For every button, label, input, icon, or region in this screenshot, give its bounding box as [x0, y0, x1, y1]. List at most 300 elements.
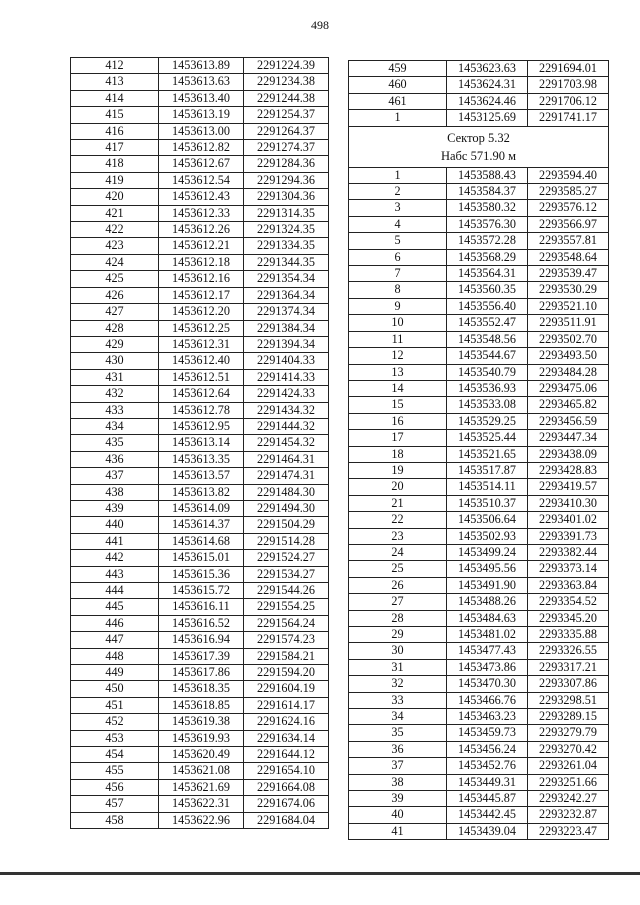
y-coordinate-cell: 2293548.64: [528, 249, 609, 265]
point-number-cell: 429: [71, 336, 159, 352]
y-coordinate-cell: 2291394.34: [244, 336, 329, 352]
x-coordinate-cell: 1453506.64: [447, 512, 528, 528]
table-row: [71, 451, 329, 467]
y-coordinate-cell: 2291684.04: [244, 812, 329, 828]
point-number-cell: 423: [71, 238, 159, 254]
x-coordinate-cell: 1453612.33: [159, 205, 244, 221]
point-number-cell: 14: [349, 380, 447, 396]
y-coordinate-cell: 2293475.06: [528, 380, 609, 396]
table-row: [349, 823, 609, 839]
y-coordinate-cell: 2293270.42: [528, 741, 609, 757]
point-number-cell: 414: [71, 90, 159, 106]
table-row: [349, 110, 609, 126]
x-coordinate-cell: 1453613.89: [159, 58, 244, 74]
coordinates-table-right: [348, 60, 609, 840]
table-row: [349, 479, 609, 495]
point-number-cell: 8: [349, 282, 447, 298]
point-number-cell: 452: [71, 714, 159, 730]
y-coordinate-cell: 2293438.09: [528, 446, 609, 462]
table-body-left: [71, 58, 329, 829]
table-row: [71, 205, 329, 221]
y-coordinate-cell: 2293251.66: [528, 774, 609, 790]
point-number-cell: 419: [71, 172, 159, 188]
table-row: [71, 747, 329, 763]
table-row: [349, 807, 609, 823]
table-row: [349, 298, 609, 314]
table-row: [71, 304, 329, 320]
table-row: [349, 184, 609, 200]
table-row: [349, 610, 609, 626]
table-row: [71, 58, 329, 74]
x-coordinate-cell: 1453612.54: [159, 172, 244, 188]
y-coordinate-cell: 2293382.44: [528, 544, 609, 560]
table-row: [71, 386, 329, 402]
table-row: [349, 397, 609, 413]
point-number-cell: 433: [71, 402, 159, 418]
x-coordinate-cell: 1453615.72: [159, 583, 244, 599]
point-number-cell: 18: [349, 446, 447, 462]
x-coordinate-cell: 1453613.40: [159, 90, 244, 106]
y-coordinate-cell: 2291324.35: [244, 222, 329, 238]
table-row: [71, 320, 329, 336]
x-coordinate-cell: 1453576.30: [447, 216, 528, 232]
x-coordinate-cell: 1453612.82: [159, 140, 244, 156]
y-coordinate-cell: 2291444.32: [244, 418, 329, 434]
y-coordinate-cell: 2291694.01: [528, 61, 609, 77]
y-coordinate-cell: 2291384.34: [244, 320, 329, 336]
y-coordinate-cell: 2291314.35: [244, 205, 329, 221]
x-coordinate-cell: 1453617.86: [159, 665, 244, 681]
point-number-cell: 6: [349, 249, 447, 265]
point-number-cell: 416: [71, 123, 159, 139]
x-coordinate-cell: 1453616.94: [159, 632, 244, 648]
y-coordinate-cell: 2291474.31: [244, 468, 329, 484]
y-coordinate-cell: 2293391.73: [528, 528, 609, 544]
point-number-cell: 447: [71, 632, 159, 648]
point-number-cell: 1: [349, 110, 447, 126]
y-coordinate-cell: 2291284.36: [244, 156, 329, 172]
y-coordinate-cell: 2291544.26: [244, 583, 329, 599]
point-number-cell: 435: [71, 435, 159, 451]
page-number: 498: [311, 18, 329, 32]
x-coordinate-cell: 1453540.79: [447, 364, 528, 380]
table-row: [349, 528, 609, 544]
table-row: [71, 468, 329, 484]
y-coordinate-cell: 2293298.51: [528, 692, 609, 708]
point-number-cell: 417: [71, 140, 159, 156]
x-coordinate-cell: 1453622.31: [159, 796, 244, 812]
y-coordinate-cell: 2293585.27: [528, 184, 609, 200]
point-number-cell: 421: [71, 205, 159, 221]
x-coordinate-cell: 1453484.63: [447, 610, 528, 626]
table-row: [71, 90, 329, 106]
y-coordinate-cell: 2291604.19: [244, 681, 329, 697]
table-row: [71, 140, 329, 156]
x-coordinate-cell: 1453615.36: [159, 566, 244, 582]
table-row: [71, 123, 329, 139]
y-coordinate-cell: 2291254.37: [244, 107, 329, 123]
table-row: [71, 156, 329, 172]
table-row: [349, 380, 609, 396]
x-coordinate-cell: 1453614.37: [159, 517, 244, 533]
table-row: [349, 200, 609, 216]
x-coordinate-cell: 1453619.38: [159, 714, 244, 730]
table-row: [71, 336, 329, 352]
point-number-cell: 33: [349, 692, 447, 708]
y-coordinate-cell: 2291524.27: [244, 550, 329, 566]
y-coordinate-cell: 2293566.97: [528, 216, 609, 232]
point-number-cell: 39: [349, 791, 447, 807]
y-coordinate-cell: 2293335.88: [528, 627, 609, 643]
x-coordinate-cell: 1453442.45: [447, 807, 528, 823]
table-row: [349, 430, 609, 446]
x-coordinate-cell: 1453580.32: [447, 200, 528, 216]
table-row: [71, 402, 329, 418]
x-coordinate-cell: 1453612.64: [159, 386, 244, 402]
y-coordinate-cell: 2293493.50: [528, 348, 609, 364]
x-coordinate-cell: 1453548.56: [447, 331, 528, 347]
point-number-cell: 23: [349, 528, 447, 544]
table-row: [349, 758, 609, 774]
table-row: [349, 446, 609, 462]
y-coordinate-cell: 2293539.47: [528, 266, 609, 282]
x-coordinate-cell: 1453572.28: [447, 233, 528, 249]
y-coordinate-cell: 2291224.39: [244, 58, 329, 74]
table-row: [71, 599, 329, 615]
point-number-cell: 457: [71, 796, 159, 812]
table-row: [349, 331, 609, 347]
y-coordinate-cell: 2291404.33: [244, 353, 329, 369]
table-row: [349, 167, 609, 183]
table-row: [71, 648, 329, 664]
y-coordinate-cell: 2291644.12: [244, 747, 329, 763]
y-coordinate-cell: 2291414.33: [244, 369, 329, 385]
table-row: [349, 216, 609, 232]
point-number-cell: 430: [71, 353, 159, 369]
y-coordinate-cell: 2291374.34: [244, 304, 329, 320]
point-number-cell: 458: [71, 812, 159, 828]
x-coordinate-cell: 1453556.40: [447, 298, 528, 314]
table-row: [349, 577, 609, 593]
x-coordinate-cell: 1453564.31: [447, 266, 528, 282]
y-coordinate-cell: 2291244.38: [244, 90, 329, 106]
x-coordinate-cell: 1453621.08: [159, 763, 244, 779]
table-body-right-bottom: [349, 167, 609, 840]
y-coordinate-cell: 2293261.04: [528, 758, 609, 774]
table-row: [349, 544, 609, 560]
y-coordinate-cell: 2293232.87: [528, 807, 609, 823]
table-row: [71, 763, 329, 779]
x-coordinate-cell: 1453612.16: [159, 271, 244, 287]
y-coordinate-cell: 2291741.17: [528, 110, 609, 126]
x-coordinate-cell: 1453612.40: [159, 353, 244, 369]
y-coordinate-cell: 2293511.91: [528, 315, 609, 331]
sector-header-cell: [349, 126, 609, 167]
y-coordinate-cell: 2293289.15: [528, 709, 609, 725]
point-number-cell: 436: [71, 451, 159, 467]
y-coordinate-cell: 2293354.52: [528, 594, 609, 610]
table-row: [349, 643, 609, 659]
y-coordinate-cell: 2291634.14: [244, 730, 329, 746]
point-number-cell: 28: [349, 610, 447, 626]
y-coordinate-cell: 2293307.86: [528, 676, 609, 692]
table-row: [71, 238, 329, 254]
table-row: [71, 189, 329, 205]
y-coordinate-cell: 2291454.32: [244, 435, 329, 451]
table-row: [349, 725, 609, 741]
y-coordinate-cell: 2293419.57: [528, 479, 609, 495]
point-number-cell: 448: [71, 648, 159, 664]
y-coordinate-cell: 2291706.12: [528, 93, 609, 109]
x-coordinate-cell: 1453463.23: [447, 709, 528, 725]
x-coordinate-cell: 1453502.93: [447, 528, 528, 544]
point-number-cell: 12: [349, 348, 447, 364]
point-number-cell: 35: [349, 725, 447, 741]
table-row: [349, 741, 609, 757]
y-coordinate-cell: 2293447.34: [528, 430, 609, 446]
table-row: [71, 484, 329, 500]
y-coordinate-cell: 2291674.06: [244, 796, 329, 812]
point-number-cell: 437: [71, 468, 159, 484]
table-row: [349, 512, 609, 528]
x-coordinate-cell: 1453612.20: [159, 304, 244, 320]
y-coordinate-cell: 2293242.27: [528, 791, 609, 807]
x-coordinate-cell: 1453614.09: [159, 500, 244, 516]
x-coordinate-cell: 1453612.18: [159, 254, 244, 270]
x-coordinate-cell: 1453525.44: [447, 430, 528, 446]
x-coordinate-cell: 1453470.30: [447, 676, 528, 692]
point-number-cell: 41: [349, 823, 447, 839]
y-coordinate-cell: 2293502.70: [528, 331, 609, 347]
x-coordinate-cell: 1453624.46: [447, 93, 528, 109]
x-coordinate-cell: 1453568.29: [447, 249, 528, 265]
point-number-cell: 2: [349, 184, 447, 200]
y-coordinate-cell: 2291494.30: [244, 500, 329, 516]
x-coordinate-cell: 1453517.87: [447, 462, 528, 478]
table-row: [349, 233, 609, 249]
x-coordinate-cell: 1453623.63: [447, 61, 528, 77]
table-row: [349, 413, 609, 429]
x-coordinate-cell: 1453529.25: [447, 413, 528, 429]
x-coordinate-cell: 1453452.76: [447, 758, 528, 774]
y-coordinate-cell: 2291664.08: [244, 779, 329, 795]
x-coordinate-cell: 1453613.00: [159, 123, 244, 139]
table-row: [71, 369, 329, 385]
table-row: [349, 692, 609, 708]
point-number-cell: 38: [349, 774, 447, 790]
point-number-cell: 456: [71, 779, 159, 795]
point-number-cell: 443: [71, 566, 159, 582]
point-number-cell: 460: [349, 77, 447, 93]
y-coordinate-cell: 2291484.30: [244, 484, 329, 500]
point-number-cell: 442: [71, 550, 159, 566]
point-number-cell: 17: [349, 430, 447, 446]
table-row: [71, 271, 329, 287]
table-row: [71, 730, 329, 746]
table-row: [71, 418, 329, 434]
x-coordinate-cell: 1453613.19: [159, 107, 244, 123]
table-row: [349, 282, 609, 298]
point-number-cell: 31: [349, 659, 447, 675]
x-coordinate-cell: 1453473.86: [447, 659, 528, 675]
table-row: [349, 266, 609, 282]
table-row: [71, 107, 329, 123]
y-coordinate-cell: 2291344.35: [244, 254, 329, 270]
y-coordinate-cell: 2291514.28: [244, 533, 329, 549]
x-coordinate-cell: 1453612.21: [159, 238, 244, 254]
table-row: [349, 249, 609, 265]
table-row: [349, 364, 609, 380]
sector-height: Набс 571.90 м: [440, 148, 517, 163]
table-row: [71, 435, 329, 451]
table-row: [71, 632, 329, 648]
table-row: [71, 287, 329, 303]
x-coordinate-cell: 1453618.35: [159, 681, 244, 697]
x-coordinate-cell: 1453612.78: [159, 402, 244, 418]
x-coordinate-cell: 1453125.69: [447, 110, 528, 126]
x-coordinate-cell: 1453618.85: [159, 697, 244, 713]
x-coordinate-cell: 1453499.24: [447, 544, 528, 560]
point-number-cell: 40: [349, 807, 447, 823]
x-coordinate-cell: 1453612.26: [159, 222, 244, 238]
point-number-cell: 27: [349, 594, 447, 610]
x-coordinate-cell: 1453552.47: [447, 315, 528, 331]
x-coordinate-cell: 1453617.39: [159, 648, 244, 664]
y-coordinate-cell: 2293326.55: [528, 643, 609, 659]
x-coordinate-cell: 1453588.43: [447, 167, 528, 183]
table-row: [349, 774, 609, 790]
y-coordinate-cell: 2291434.32: [244, 402, 329, 418]
point-number-cell: 424: [71, 254, 159, 270]
y-coordinate-cell: 2293345.20: [528, 610, 609, 626]
y-coordinate-cell: 2291354.34: [244, 271, 329, 287]
y-coordinate-cell: 2291564.24: [244, 615, 329, 631]
x-coordinate-cell: 1453584.37: [447, 184, 528, 200]
table-row: [71, 533, 329, 549]
table-row: [71, 550, 329, 566]
x-coordinate-cell: 1453521.65: [447, 446, 528, 462]
y-coordinate-cell: 2293594.40: [528, 167, 609, 183]
point-number-cell: 413: [71, 74, 159, 90]
x-coordinate-cell: 1453613.35: [159, 451, 244, 467]
table-row: [349, 561, 609, 577]
x-coordinate-cell: 1453481.02: [447, 627, 528, 643]
point-number-cell: 412: [71, 58, 159, 74]
point-number-cell: 444: [71, 583, 159, 599]
x-coordinate-cell: 1453613.14: [159, 435, 244, 451]
y-coordinate-cell: 2291594.20: [244, 665, 329, 681]
table-row: [71, 222, 329, 238]
point-number-cell: 19: [349, 462, 447, 478]
table-row: [349, 77, 609, 93]
point-number-cell: 3: [349, 200, 447, 216]
y-coordinate-cell: 2291334.35: [244, 238, 329, 254]
point-number-cell: 438: [71, 484, 159, 500]
x-coordinate-cell: 1453491.90: [447, 577, 528, 593]
x-coordinate-cell: 1453615.01: [159, 550, 244, 566]
y-coordinate-cell: 2293557.81: [528, 233, 609, 249]
point-number-cell: 441: [71, 533, 159, 549]
x-coordinate-cell: 1453612.25: [159, 320, 244, 336]
y-coordinate-cell: 2291574.23: [244, 632, 329, 648]
table-row: [349, 315, 609, 331]
y-coordinate-cell: 2291294.36: [244, 172, 329, 188]
point-number-cell: 449: [71, 665, 159, 681]
point-number-cell: 11: [349, 331, 447, 347]
x-coordinate-cell: 1453612.95: [159, 418, 244, 434]
x-coordinate-cell: 1453614.68: [159, 533, 244, 549]
x-coordinate-cell: 1453612.43: [159, 189, 244, 205]
point-number-cell: 461: [349, 93, 447, 109]
table-row: [71, 500, 329, 516]
x-coordinate-cell: 1453622.96: [159, 812, 244, 828]
point-number-cell: 426: [71, 287, 159, 303]
table-row: [71, 697, 329, 713]
x-coordinate-cell: 1453560.35: [447, 282, 528, 298]
x-coordinate-cell: 1453459.73: [447, 725, 528, 741]
table-row: [349, 93, 609, 109]
x-coordinate-cell: 1453613.57: [159, 468, 244, 484]
point-number-cell: 4: [349, 216, 447, 232]
x-coordinate-cell: 1453439.04: [447, 823, 528, 839]
x-coordinate-cell: 1453619.93: [159, 730, 244, 746]
y-coordinate-cell: 2291624.16: [244, 714, 329, 730]
sector-title: Сектор 5.32: [447, 130, 510, 145]
point-number-cell: 418: [71, 156, 159, 172]
table-row: [349, 676, 609, 692]
table-row: [71, 681, 329, 697]
point-number-cell: 451: [71, 697, 159, 713]
y-coordinate-cell: 2291274.37: [244, 140, 329, 156]
point-number-cell: 422: [71, 222, 159, 238]
point-number-cell: 415: [71, 107, 159, 123]
table-row: [349, 791, 609, 807]
x-coordinate-cell: 1453612.51: [159, 369, 244, 385]
table-row: [349, 709, 609, 725]
point-number-cell: 446: [71, 615, 159, 631]
x-coordinate-cell: 1453536.93: [447, 380, 528, 396]
point-number-cell: 434: [71, 418, 159, 434]
table-row: [71, 779, 329, 795]
y-coordinate-cell: 2291264.37: [244, 123, 329, 139]
table-row: [349, 348, 609, 364]
y-coordinate-cell: 2291464.31: [244, 451, 329, 467]
y-coordinate-cell: 2293363.84: [528, 577, 609, 593]
y-coordinate-cell: 2293401.02: [528, 512, 609, 528]
point-number-cell: 454: [71, 747, 159, 763]
point-number-cell: 7: [349, 266, 447, 282]
table-row: [349, 659, 609, 675]
point-number-cell: 25: [349, 561, 447, 577]
point-number-cell: 26: [349, 577, 447, 593]
table-row: [71, 796, 329, 812]
table-row: [71, 172, 329, 188]
x-coordinate-cell: 1453620.49: [159, 747, 244, 763]
table-row: [349, 594, 609, 610]
table-row: [71, 353, 329, 369]
x-coordinate-cell: 1453616.52: [159, 615, 244, 631]
point-number-cell: 24: [349, 544, 447, 560]
point-number-cell: 445: [71, 599, 159, 615]
table-row: [71, 517, 329, 533]
x-coordinate-cell: 1453613.82: [159, 484, 244, 500]
point-number-cell: 453: [71, 730, 159, 746]
y-coordinate-cell: 2293373.14: [528, 561, 609, 577]
point-number-cell: 431: [71, 369, 159, 385]
y-coordinate-cell: 2293484.28: [528, 364, 609, 380]
point-number-cell: 37: [349, 758, 447, 774]
point-number-cell: 420: [71, 189, 159, 205]
